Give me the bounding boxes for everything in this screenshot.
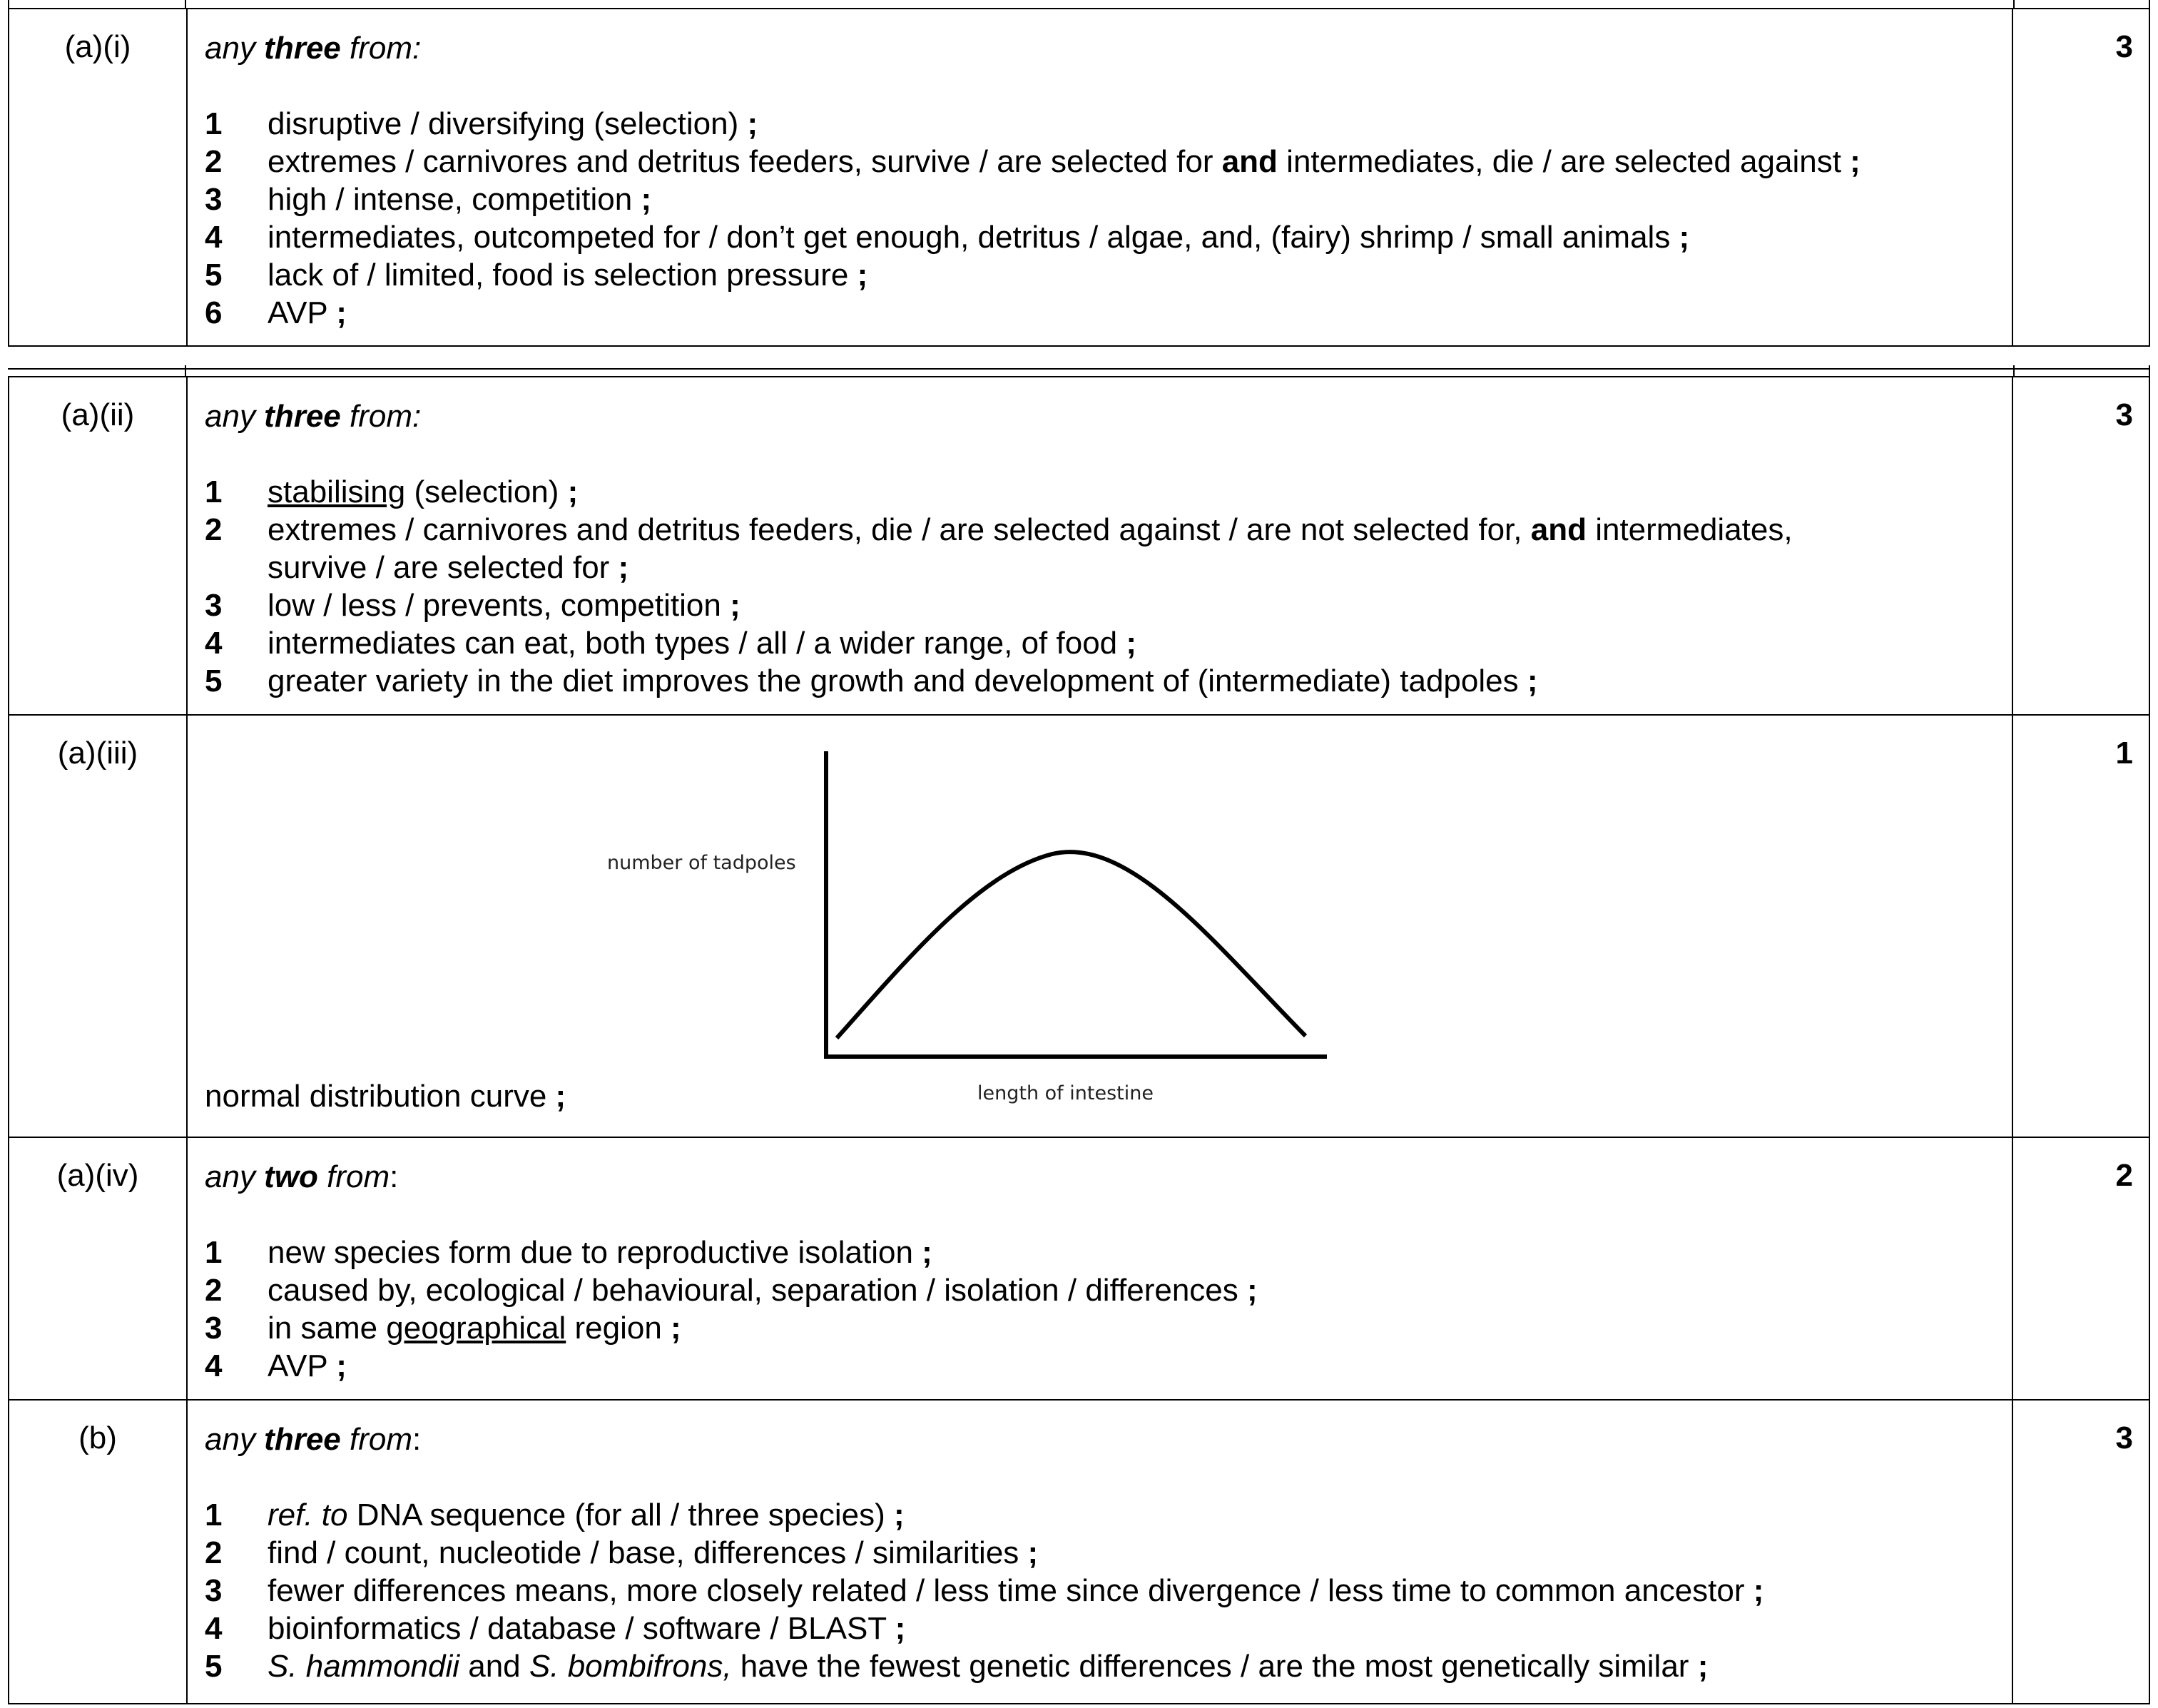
frame-tick — [185, 365, 186, 377]
list-item — [205, 473, 1995, 511]
item-text: intermediates, outcompeted for / don’t get enough, detritus / algae, and, (fairy) shrimp / small animals — [268, 220, 1679, 255]
item-text: have the fewest genetic differences / are the most genetically similar — [731, 1649, 1698, 1684]
item-number: 2 — [205, 144, 223, 179]
item-text: low / less / prevents, competition — [268, 588, 731, 623]
item-text: and — [459, 1649, 529, 1684]
list-item — [205, 1271, 1995, 1309]
mark-point-separator: ; — [1753, 1573, 1764, 1608]
item-number: 2 — [205, 512, 223, 547]
mark-point-separator: ; — [641, 182, 652, 217]
list-item — [205, 1572, 1995, 1610]
item-number: 1 — [205, 1235, 223, 1270]
mark-point-separator: ; — [1850, 144, 1861, 179]
item-italic-text: ref. to — [268, 1498, 348, 1532]
item-underlined-term: geographical — [386, 1311, 566, 1346]
item-number: 3 — [205, 182, 223, 217]
mark-point-separator: ; — [555, 1079, 566, 1114]
item-number: 1 — [205, 474, 223, 509]
item-text: intermediates, die / are selected against — [1277, 144, 1851, 179]
sketch-graph-area — [188, 716, 2012, 1131]
item-number: 1 — [205, 1498, 223, 1532]
question-label-cell — [9, 9, 187, 346]
answer-cell — [187, 377, 2012, 715]
normal-distribution-sketch — [188, 716, 2014, 1131]
list-item — [205, 1496, 1995, 1534]
answer-list — [205, 473, 1995, 700]
mark-scheme-table-a-ii-to-b — [8, 376, 2150, 1704]
item-text: extremes / carnivores and detritus feeders, survive / are selected for — [268, 144, 1222, 179]
list-item — [205, 1610, 1995, 1647]
list-item — [205, 662, 1995, 700]
list-item — [205, 1309, 1995, 1347]
list-item — [205, 1647, 1995, 1685]
marks-value: 3 — [2115, 1420, 2133, 1455]
y-axis-label: number of tadpoles — [607, 852, 796, 874]
list-item — [205, 1234, 1995, 1271]
list-item — [205, 294, 1995, 332]
item-text: in same — [268, 1311, 387, 1346]
mark-point-separator: ; — [1027, 1535, 1039, 1570]
item-number: 3 — [205, 1573, 223, 1608]
instruction — [205, 29, 1995, 67]
answer-cell — [187, 1400, 2012, 1704]
answer-list — [205, 1234, 1995, 1385]
instruction-text: any — [205, 1422, 265, 1457]
item-emphasis: and — [1530, 512, 1587, 547]
list-item — [205, 105, 1995, 143]
marks-value: 2 — [2115, 1158, 2133, 1193]
question-label: (b) — [78, 1420, 117, 1455]
list-item — [205, 586, 1995, 624]
marks-value: 3 — [2115, 397, 2133, 432]
mark-point-separator: ; — [1126, 626, 1137, 661]
instruction — [205, 1420, 1995, 1458]
frame-tick — [2013, 365, 2015, 377]
instruction-emphasis: two — [264, 1159, 318, 1194]
list-item — [205, 1534, 1995, 1572]
item-number: 1 — [205, 106, 223, 141]
mark-point-separator: ; — [857, 258, 868, 293]
mark-point-separator: ; — [730, 588, 740, 623]
item-text: find / count, nucleotide / base, differences / similarities — [268, 1535, 1028, 1570]
mark-point-separator: ; — [893, 1498, 905, 1532]
item-underlined-term: stabilising — [268, 474, 406, 509]
mark-scheme-table-a-i — [8, 8, 2150, 347]
instruction-text: : — [412, 1422, 422, 1457]
marks-value: 3 — [2115, 29, 2133, 64]
table-row — [9, 1137, 2149, 1400]
mark-point-separator: ; — [567, 474, 579, 509]
instruction — [205, 1158, 1995, 1196]
species-name: S. bombifrons, — [529, 1649, 732, 1684]
answer-text — [205, 1077, 566, 1115]
answer-list — [205, 105, 1995, 332]
item-number: 4 — [205, 1348, 223, 1383]
question-label: (a)(iii) — [57, 736, 138, 771]
item-text: intermediates, — [1586, 512, 1793, 547]
item-text: caused by, ecological / behavioural, separation / isolation / differences — [268, 1273, 1247, 1308]
mark-point-separator: ; — [336, 1348, 347, 1383]
mark-point-separator: ; — [618, 550, 629, 585]
item-text: fewer differences means, more closely related / less time since divergence / less time to common ancestor — [268, 1573, 1754, 1608]
instruction-emphasis: three — [264, 1422, 341, 1457]
instruction-text: from: — [340, 399, 422, 434]
item-number: 5 — [205, 1649, 223, 1684]
question-label-cell — [9, 715, 187, 1137]
item-text: region — [566, 1311, 671, 1346]
instruction-text: : — [390, 1159, 399, 1194]
item-text: bioinformatics / database / software / BLAST — [268, 1611, 895, 1646]
item-number: 3 — [205, 588, 223, 623]
instruction-emphasis: three — [264, 31, 341, 66]
item-text: greater variety in the diet improves the growth and development of (intermediate) tadpoles — [268, 664, 1527, 698]
item-number: 4 — [205, 626, 223, 661]
item-text: disruptive / diversifying (selection) — [268, 106, 748, 141]
answer-cell — [187, 9, 2012, 346]
mark-point-separator: ; — [671, 1311, 681, 1346]
marks-cell — [2012, 377, 2149, 715]
instruction-text: any — [205, 31, 265, 66]
question-label-cell — [9, 377, 187, 715]
marks-cell — [2012, 1137, 2149, 1400]
instruction-text: from: — [340, 31, 422, 66]
mark-point-separator: ; — [747, 106, 758, 141]
item-number: 5 — [205, 258, 223, 293]
instruction-text: any — [205, 399, 265, 434]
item-number: 4 — [205, 220, 223, 255]
mark-point-separator: ; — [1697, 1649, 1709, 1684]
table-top-rule — [8, 368, 2150, 370]
mark-point-separator: ; — [895, 1611, 906, 1646]
list-item — [205, 1347, 1995, 1385]
marks-cell — [2012, 715, 2149, 1137]
species-name: S. hammondii — [268, 1649, 460, 1684]
marks-value: 1 — [2115, 736, 2133, 771]
list-item — [205, 143, 1995, 181]
x-axis-label: length of intestine — [977, 1082, 1154, 1104]
list-item — [205, 511, 1995, 586]
table-row — [9, 377, 2149, 715]
table-row — [9, 715, 2149, 1137]
marks-cell — [2012, 9, 2149, 346]
instruction-emphasis: three — [264, 399, 341, 434]
item-text: DNA sequence (for all / three species) — [347, 1498, 894, 1532]
marks-cell — [2012, 1400, 2149, 1704]
item-text: new species form due to reproductive isolation — [268, 1235, 922, 1270]
item-text: AVP — [268, 1348, 337, 1383]
question-label-cell — [9, 1400, 187, 1704]
mark-point-separator: ; — [336, 295, 347, 330]
answer-cell — [187, 1137, 2012, 1400]
mark-point-separator: ; — [922, 1235, 932, 1270]
list-item — [205, 256, 1995, 294]
list-item — [205, 624, 1995, 662]
item-text: intermediates can eat, both types / all / a wider range, of food — [268, 626, 1126, 661]
instruction-text: from — [340, 1422, 412, 1457]
item-text: lack of / limited, food is selection pressure — [268, 258, 857, 293]
instruction — [205, 397, 1995, 435]
item-text: high / intense, competition — [268, 182, 641, 217]
item-text: (selection) — [405, 474, 568, 509]
instruction-text: from — [317, 1159, 390, 1194]
item-number: 4 — [205, 1611, 223, 1646]
mark-point-separator: ; — [1246, 1273, 1258, 1308]
list-item — [205, 181, 1995, 218]
question-label: (a)(i) — [64, 29, 131, 64]
answer-cell — [187, 715, 2012, 1137]
answer-list — [205, 1496, 1995, 1685]
bell-curve — [837, 852, 1306, 1038]
list-item — [205, 218, 1995, 256]
instruction-text: any — [205, 1159, 265, 1194]
question-label: (a)(ii) — [61, 397, 135, 432]
frame-tick — [2149, 365, 2150, 377]
question-label-cell — [9, 1137, 187, 1400]
item-number: 2 — [205, 1273, 223, 1308]
mark-point-separator: ; — [1679, 220, 1690, 255]
mark-point-separator: ; — [1527, 664, 1538, 698]
item-text: AVP — [268, 295, 337, 330]
question-label: (a)(iv) — [56, 1158, 139, 1193]
item-text: normal distribution curve — [205, 1079, 556, 1114]
item-number: 6 — [205, 295, 223, 330]
table-row — [9, 1400, 2149, 1704]
item-number: 5 — [205, 664, 223, 698]
item-emphasis: and — [1221, 144, 1278, 179]
item-text: extremes / carnivores and detritus feeders, die / are selected against / are not selected for, — [268, 512, 1531, 547]
item-number: 2 — [205, 1535, 223, 1570]
item-text: survive / are selected for — [268, 550, 619, 585]
table-row — [9, 9, 2149, 346]
item-number: 3 — [205, 1311, 223, 1346]
